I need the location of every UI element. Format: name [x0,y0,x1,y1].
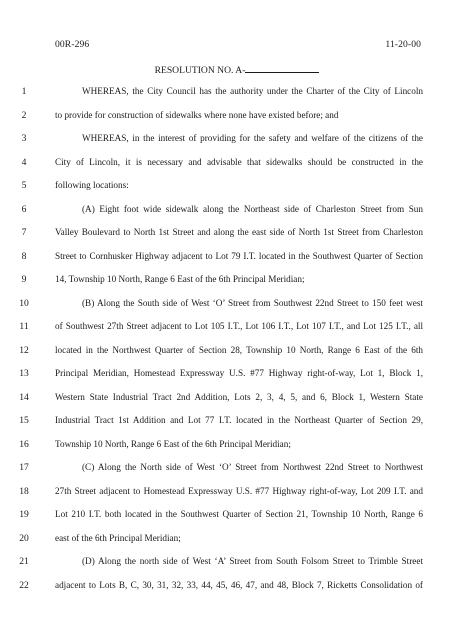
line-2 [0,110,474,124]
line-number: 21 [19,556,29,567]
line-number: 7 [21,227,27,238]
resolution-title-text: RESOLUTION NO. A- [154,65,246,76]
line-number: 3 [21,133,27,144]
line-17 [0,462,474,476]
line-10 [0,298,474,312]
line-text: adjacent to Lots B, C, 30, 31, 32, 33, 44, 45, 46, 47, and 48, Block 7, Ricketts Consolidation of [55,580,423,590]
resolution-number-blank [245,63,319,73]
line-number: 2 [21,110,27,121]
line-text: following locations: [55,180,129,190]
line-number: 4 [21,157,27,168]
line-text: (B) Along the South side of West ‘O’ Street from Southwest 22nd Street to 150 feet west [82,298,423,308]
line-number: 5 [21,180,27,191]
line-12 [0,345,474,359]
line-21 [0,556,474,570]
line-text: Western State Industrial Tract 2nd Addition, Lots 2, 3, 4, 5, and 6, Block 1, Western State [55,392,423,402]
line-5 [0,180,474,194]
line-15 [0,415,474,429]
line-number: 15 [19,415,29,426]
line-text: Industrial Tract 1st Addition and Lot 77 I.T. located in the Northeast Quarter of Section 29, [55,415,423,425]
line-text: Street to Cornhusker Highway adjacent to Lot 79 I.T. located in the Southwest Quarter of Section [55,251,423,261]
line-7 [0,227,474,241]
document-number: 00R-296 [55,39,90,50]
line-18 [0,486,474,500]
line-text: to provide for construction of sidewalks where none have existed before; and [55,110,339,120]
line-text: (D) Along the north side of West ‘A’ Street from South Folsom Street to Trimble Street [82,556,423,566]
line-number: 17 [19,462,29,473]
line-text: 14, Township 10 North, Range 6 East of the 6th Principal Meridian; [55,274,305,284]
line-3 [0,133,474,147]
line-text: Valley Boulevard to North 1st Street and along the east side of North 1st Street from Charleston [55,227,423,237]
line-number: 9 [21,274,27,285]
line-number: 10 [19,298,29,309]
line-text: Lot 210 I.T. both located in the Southwest Quarter of Section 21, Township 10 North, Range 6 [55,509,423,519]
resolution-title [0,63,474,76]
line-text: WHEREAS, the City Council has the authority under the Charter of the City of Lincoln [82,86,423,96]
line-text: City of Lincoln, it is necessary and advisable that sidewalks should be constructed in the [55,157,423,167]
line-number: 19 [19,509,29,520]
line-text: located in the Northwest Quarter of Section 28, Township 10 North, Range 6 East of the 6th [55,345,423,355]
line-text: of Southwest 27th Street adjacent to Lot 105 I.T., Lot 106 I.T., Lot 107 I.T., and Lot 125 I.T., all [55,321,423,331]
line-4 [0,157,474,171]
line-text: (C) Along the North side of West ‘O’ Street from Northwest 22nd Street to Northwest [82,462,423,472]
line-text: Principal Meridian, Homestead Expressway U.S. #77 Highway right-of-way, Lot 1, Block 1, [55,368,423,378]
line-number: 8 [21,251,27,262]
line-number: 20 [19,533,29,544]
line-text: east of the 6th Principal Meridian; [55,533,181,543]
document-date: 11-20-00 [385,39,421,50]
line-text: 27th Street adjacent to Homestead Expressway U.S. #77 Highway right-of-way, Lot 209 I.T. and [55,486,423,496]
line-number: 14 [19,392,29,403]
line-1 [0,86,474,100]
line-text: WHEREAS, in the interest of providing for the safety and welfare of the citizens of the [82,133,423,143]
line-22 [0,580,474,594]
line-13 [0,368,474,382]
line-20 [0,533,474,547]
line-text: (A) Eight foot wide sidewalk along the Northeast side of Charleston Street from Sun [82,204,423,214]
line-9 [0,274,474,288]
line-number: 13 [19,368,29,379]
line-number: 1 [21,86,27,97]
line-number: 18 [19,486,29,497]
line-6 [0,204,474,218]
line-number: 16 [19,439,29,450]
line-text: Township 10 North, Range 6 East of the 6th Principal Meridian; [55,439,291,449]
line-8 [0,251,474,265]
line-14 [0,392,474,406]
line-number: 6 [21,204,27,215]
line-number: 11 [19,321,29,332]
line-16 [0,439,474,453]
line-11 [0,321,474,335]
line-number: 12 [19,345,29,356]
line-19 [0,509,474,523]
line-number: 22 [19,580,29,591]
